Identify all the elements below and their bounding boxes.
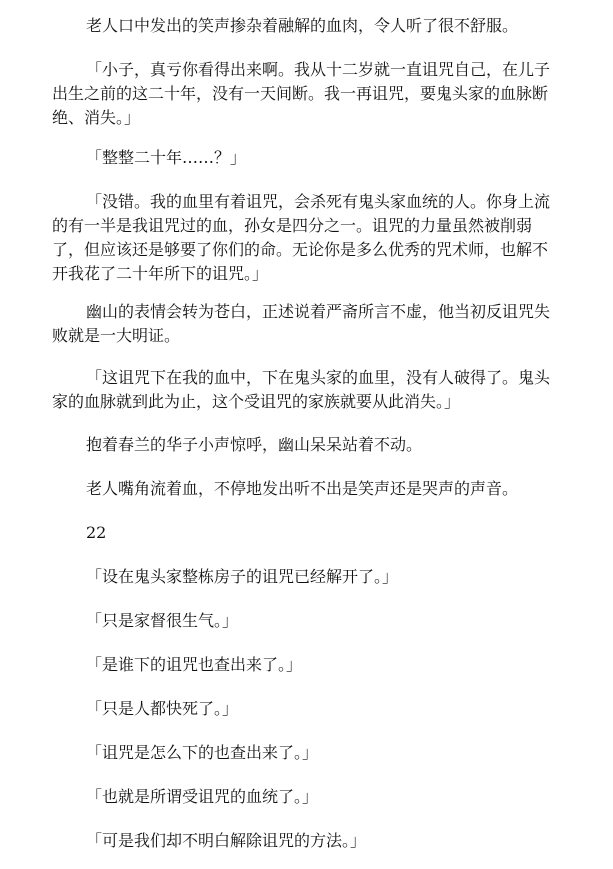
paragraph-old-man-bleeding: 老人嘴角流着血，不停地发出听不出是笑声还是哭声的声音。 <box>86 479 519 498</box>
dialogue-line: 「设在鬼头家整栋房子的诅咒已经解开了。」 <box>86 567 399 586</box>
dialogue-line: 「也就是所谓受诅咒的血统了。」 <box>86 787 319 806</box>
dialogue-line: 「可是我们却不明白解除诅咒的方法。」 <box>86 831 367 850</box>
paragraph-laughter: 老人口中发出的笑声掺杂着融解的血肉，令人听了很不舒服。 <box>86 16 519 35</box>
paragraph-yuzan-pale: 幽山的表情会转为苍白，正述说着严斋所言不虚，他当初反诅咒失败就是一大明证。 <box>52 302 551 345</box>
paragraph-hanako-gasps: 抱着春兰的华子小声惊呼，幽山呆呆站着不动。 <box>86 435 423 454</box>
paragraph-curse-explanation: 「小子，真亏你看得出来啊。我从十二岁就一直诅咒自己，在儿子出生之前的这二十年，没有一天间断。我一再诅咒，要鬼头家的血脉断绝、消失。」 <box>52 60 551 127</box>
dialogue-line: 「只是家督很生气。」 <box>86 611 239 630</box>
dialogue-line: 「只是人都快死了。」 <box>86 699 239 718</box>
dialogue-line: 「诅咒是怎么下的也查出来了。」 <box>86 743 319 762</box>
dialogue-line: 「是谁下的诅咒也查出来了。」 <box>86 655 303 674</box>
paragraph-twenty-years-question: 「整整二十年……？」 <box>86 148 247 167</box>
paragraph-blood-curse: 「没错。我的血里有着诅咒，会杀死有鬼头家血统的人。你身上流的有一半是我诅咒过的血，孙女是四分之一。诅咒的力量虽然被削弱了，但应该还是够要了你们的命。无论你是多么优秀的咒术师，也解不开我花了二十年所下的诅咒。」 <box>52 192 551 283</box>
section-number: 22 <box>86 523 107 542</box>
paragraph-bloodline-end: 「这诅咒下在我的血中，下在鬼头家的血里，没有人破得了。鬼头家的血脉就到此为止，这个受诅咒的家族就要从此消失。」 <box>52 368 551 411</box>
